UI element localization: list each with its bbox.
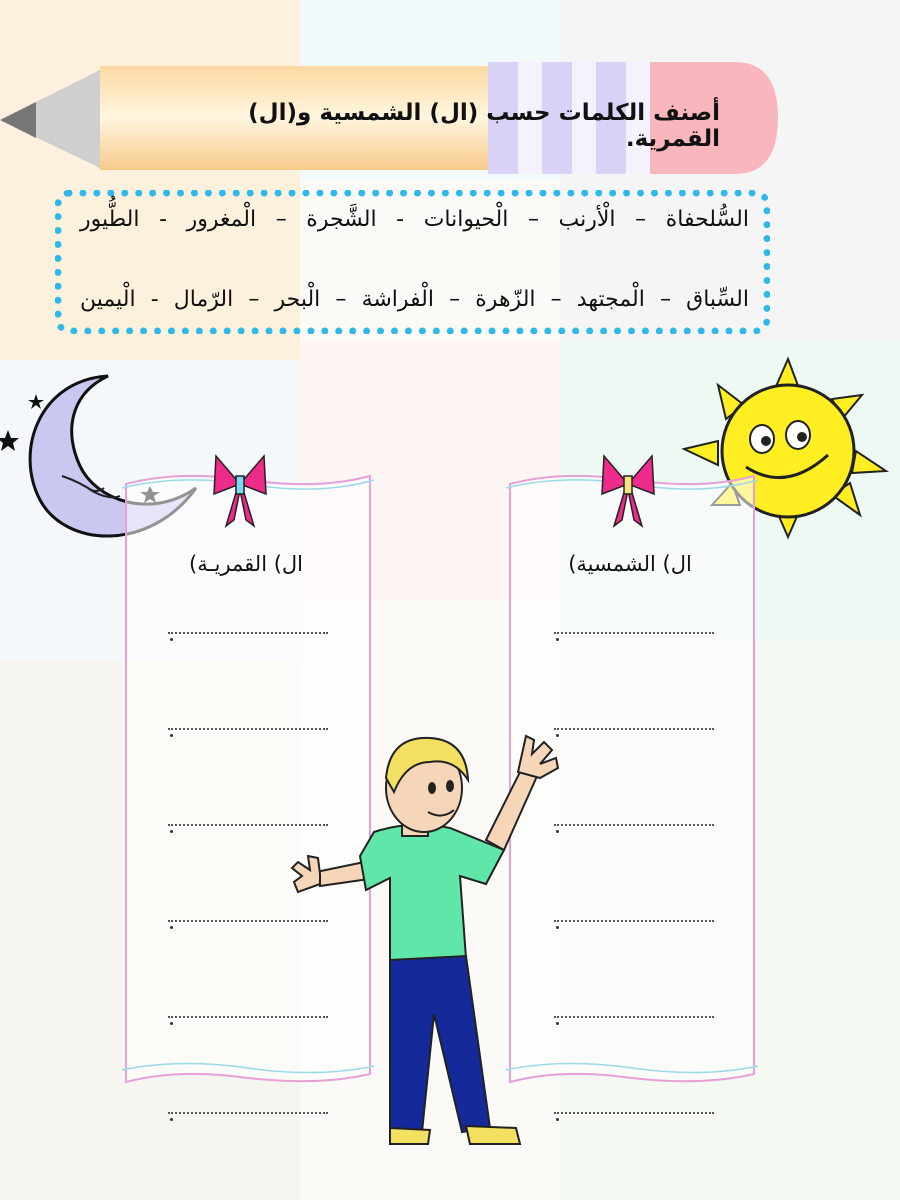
answer-line[interactable]	[554, 906, 714, 946]
word-bank-line-2: السِّباق – الْمجتهد – الزّهرة – الْفراشة – الْبحر – الرّمال - الْيمين	[80, 287, 749, 312]
answer-line[interactable]	[554, 810, 714, 850]
qamariya-heading: ال) القمريـة)	[189, 552, 303, 576]
answer-line[interactable]	[554, 714, 714, 754]
answer-line[interactable]	[168, 618, 328, 658]
boy-illustration	[290, 728, 570, 1148]
shamsiya-answer-lines	[554, 618, 724, 1138]
answer-line[interactable]	[554, 618, 714, 658]
answer-line[interactable]	[554, 1098, 714, 1138]
answer-line[interactable]	[554, 1002, 714, 1042]
word-bank-line-1: السُّلحفاة – الْأرنب – الْحيوانات - الشَّجرة – الْمغرور - الطُّيور	[80, 207, 749, 232]
ribbon-icon	[598, 450, 658, 530]
ribbon-icon	[210, 450, 270, 530]
shamsiya-heading: ال) الشمسية)	[568, 552, 692, 576]
word-bank-box	[55, 190, 770, 334]
instruction-title: أصنف الكلمات حسب (ال) الشمسية و(ال) القمرية.	[248, 100, 720, 152]
